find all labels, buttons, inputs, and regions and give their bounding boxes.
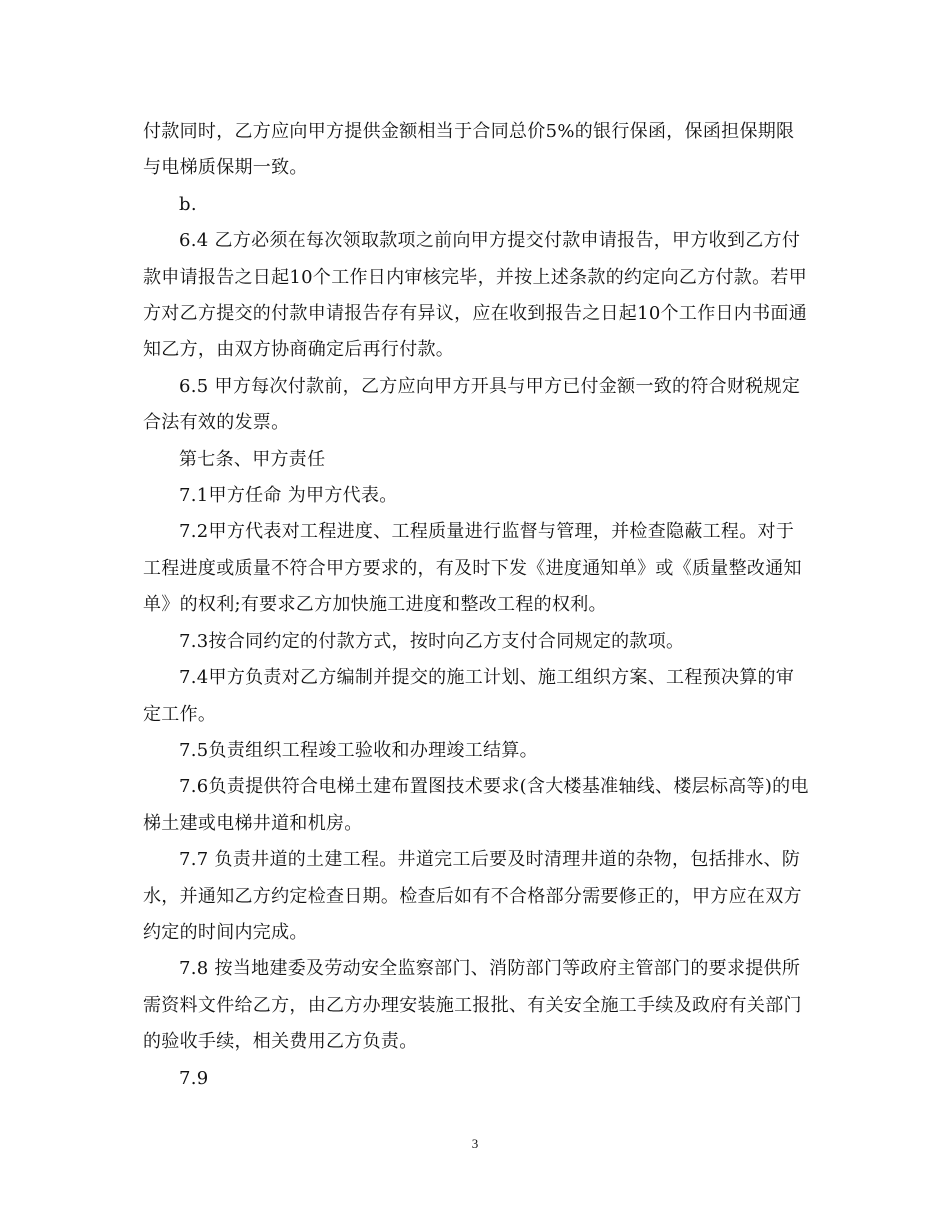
paragraph-7-9: 7.9 [179,1067,209,1089]
paragraph-7-2: 7.2甲方代表对工程进度、工程质量进行监督与管理，并检查隐蔽工程。对于工程进度或质量不符合甲方要求的，有及时下发《进度通知单》或《质量整改通知单》的权利;有要求乙方加快施工进度和整改工程的权利。 [143,521,802,616]
paragraph-7-5: 7.5负责组织工程竣工验收和办理竣工结算。 [179,739,538,761]
paragraph-7-6: 7.6负责提供符合电梯土建布置图技术要求(含大楼基准轴线、楼层标高等)的电梯土建或电梯井道和机房。 [143,776,809,834]
paragraph-7-3: 7.3按合同约定的付款方式，按时向乙方支付合同规定的款项。 [179,630,685,652]
paragraph-payment-guarantee: 付款同时，乙方应向甲方提供金额相当于合同总价5%的银行保函，保函担保期限与电梯质保期一致。 [143,121,795,179]
document-body [143,114,811,1097]
page-number: 3 [471,1136,479,1151]
paragraph-7-1: 7.1甲方任命 为甲方代表。 [179,485,398,507]
paragraph-7-7: 7.7 负责井道的土建工程。井道完工后要及时清理井道的杂物，包括排水、防水，并通知乙方约定检查日期。检查后如有不合格部分需要修正的，甲方应在双方约定的时间内完成。 [143,849,802,943]
paragraph-6-5: 6.5 甲方每次付款前，乙方应向甲方开具与甲方已付金额一致的符合财税规定合法有效的发票。 [143,375,801,434]
paragraph-7-4: 7.4甲方负责对乙方编制并提交的施工计划、施工组织方案、工程预决算的审定工作。 [143,667,795,725]
paragraph-item-b: b. [179,193,197,215]
paragraph-6-4: 6.4 乙方必须在每次领取款项之前向甲方提交付款申请报告，甲方收到乙方付款申请报告之日起10个工作日内审核完毕，并按上述条款的约定向乙方付款。若甲方对乙方提交的付款申请报告存有异议，应在收到报告之日起10个工作日内书面通知乙方，由双方协商确定后再行付款。 [143,230,808,361]
section-heading-article-7: 第七条、甲方责任 [179,448,326,470]
paragraph-7-8: 7.8 按当地建委及劳动安全监察部门、消防部门等政府主管部门的要求提供所需资料文件给乙方，由乙方办理安装施工报批、有关安全施工手续及政府有关部门的验收手续，相关费用乙方负责。 [143,958,802,1053]
